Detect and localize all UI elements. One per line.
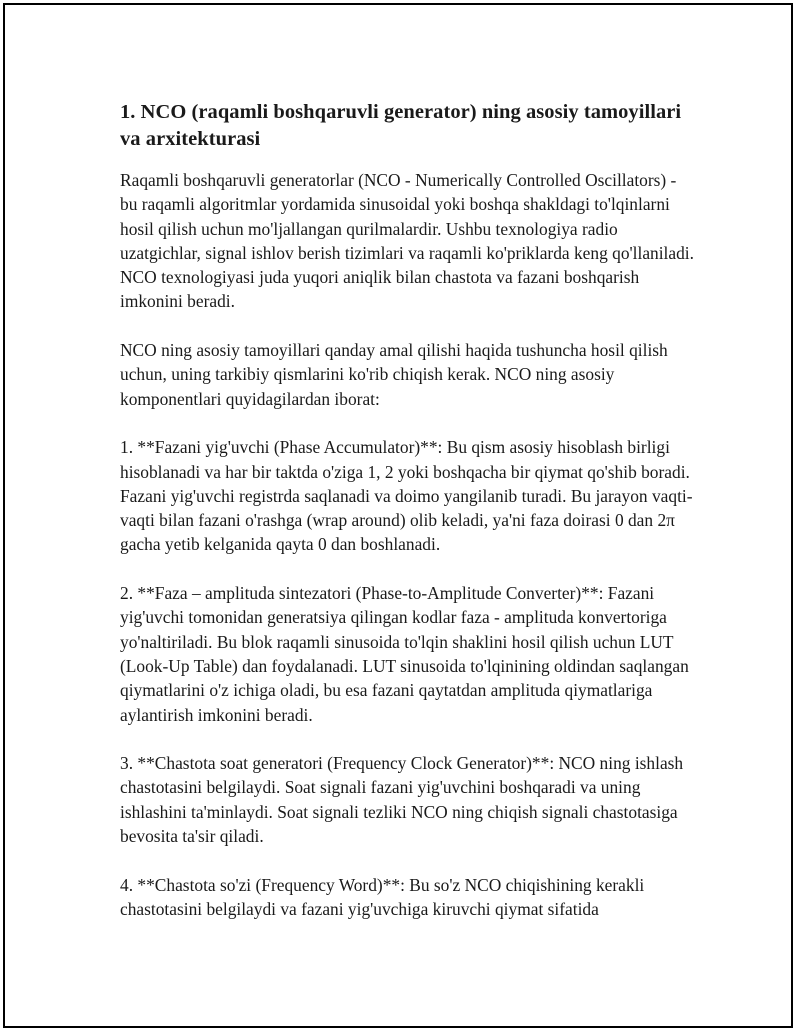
paragraph-frequency-clock: 3. **Chastota soat generatori (Frequency Clock Generator)**: NCO ning ishlash chastotasini belgilaydi. Soat signali fazani yig'uvchini boshqaradi va uning ishlashini ta'minlaydi. Soat signali tezliki NCO ning chiqish signali chastotasiga bevosita ta'sir qiladi.	[120, 753, 684, 847]
paragraph-phase-amplitude-converter: 2. **Faza – amplituda sintezatori (Phase-to-Amplitude Converter)**: Fazani yig'uvchi tomonidan generatsiya qilingan kodlar faza - amplituda konvertoriga yo'naltiriladi. Bu blok raqamli sinusoida to'lqin shaklini hosil qilish uchun LUT (Look-Up Table) dan foydalanadi. LUT sinusoida to'lqinining oldindan saqlangan qiymatlarini o'z ichiga oladi, bu esa fazani qaytatdan amplituda qiymatlariga aylantirish imkonini beradi.	[120, 583, 689, 725]
paragraph-intro: Raqamli boshqaruvli generatorlar (NCO - Numerically Controlled Oscillators) - bu raqamli algoritmlar yordamida sinusoidal yoki boshqa shakldagi to'lqinlarni hosil qilish uchun mo'ljallangan qurilmalardir. Ushbu texnologiya radio uzatgichlar, signal ishlov berish tizimlari va raqamli ko'priklarda keng qo'llaniladi. NCO texnologiyasi juda yuqori aniqlik bilan chastota va fazani boshqarish imkonini beradi.	[120, 170, 694, 312]
section-heading: 1. NCO (raqamli boshqaruvli generator) ning asosiy tamoyillari va arxitekturasi	[120, 101, 682, 150]
document-content	[120, 99, 695, 946]
paragraph-components-intro: NCO ning asosiy tamoyillari qanday amal qilishi haqida tushuncha hosil qilish uchun, uning tarkibiy qismlarini ko'rib chiqish kerak. NCO ning asosiy komponentlari quyidagilardan iborat:	[120, 340, 668, 409]
paragraph-frequency-word: 4. **Chastota so'zi (Frequency Word)**: Bu so'z NCO chiqishining kerakli chastotasini belgilaydi va fazani yig'uvchiga kiruvchi qiymat sifatida	[120, 874, 645, 919]
document-page	[3, 3, 793, 1028]
paragraph-phase-accumulator: 1. **Fazani yig'uvchi (Phase Accumulator)**: Bu qism asosiy hisoblash birligi hisoblanadi va har bir taktda o'ziga 1, 2 yoki boshqacha bir qiymat qo'shib boradi. Fazani yig'uvchi registrda saqlanadi va doimo yangilanib turadi. Bu jarayon vaqti-vaqti bilan fazani o'rashga (wrap around) olib keladi, ya'ni faza doirasi 0 dan 2π gacha yetib kelganida qayta 0 dan boshlanadi.	[120, 437, 693, 555]
